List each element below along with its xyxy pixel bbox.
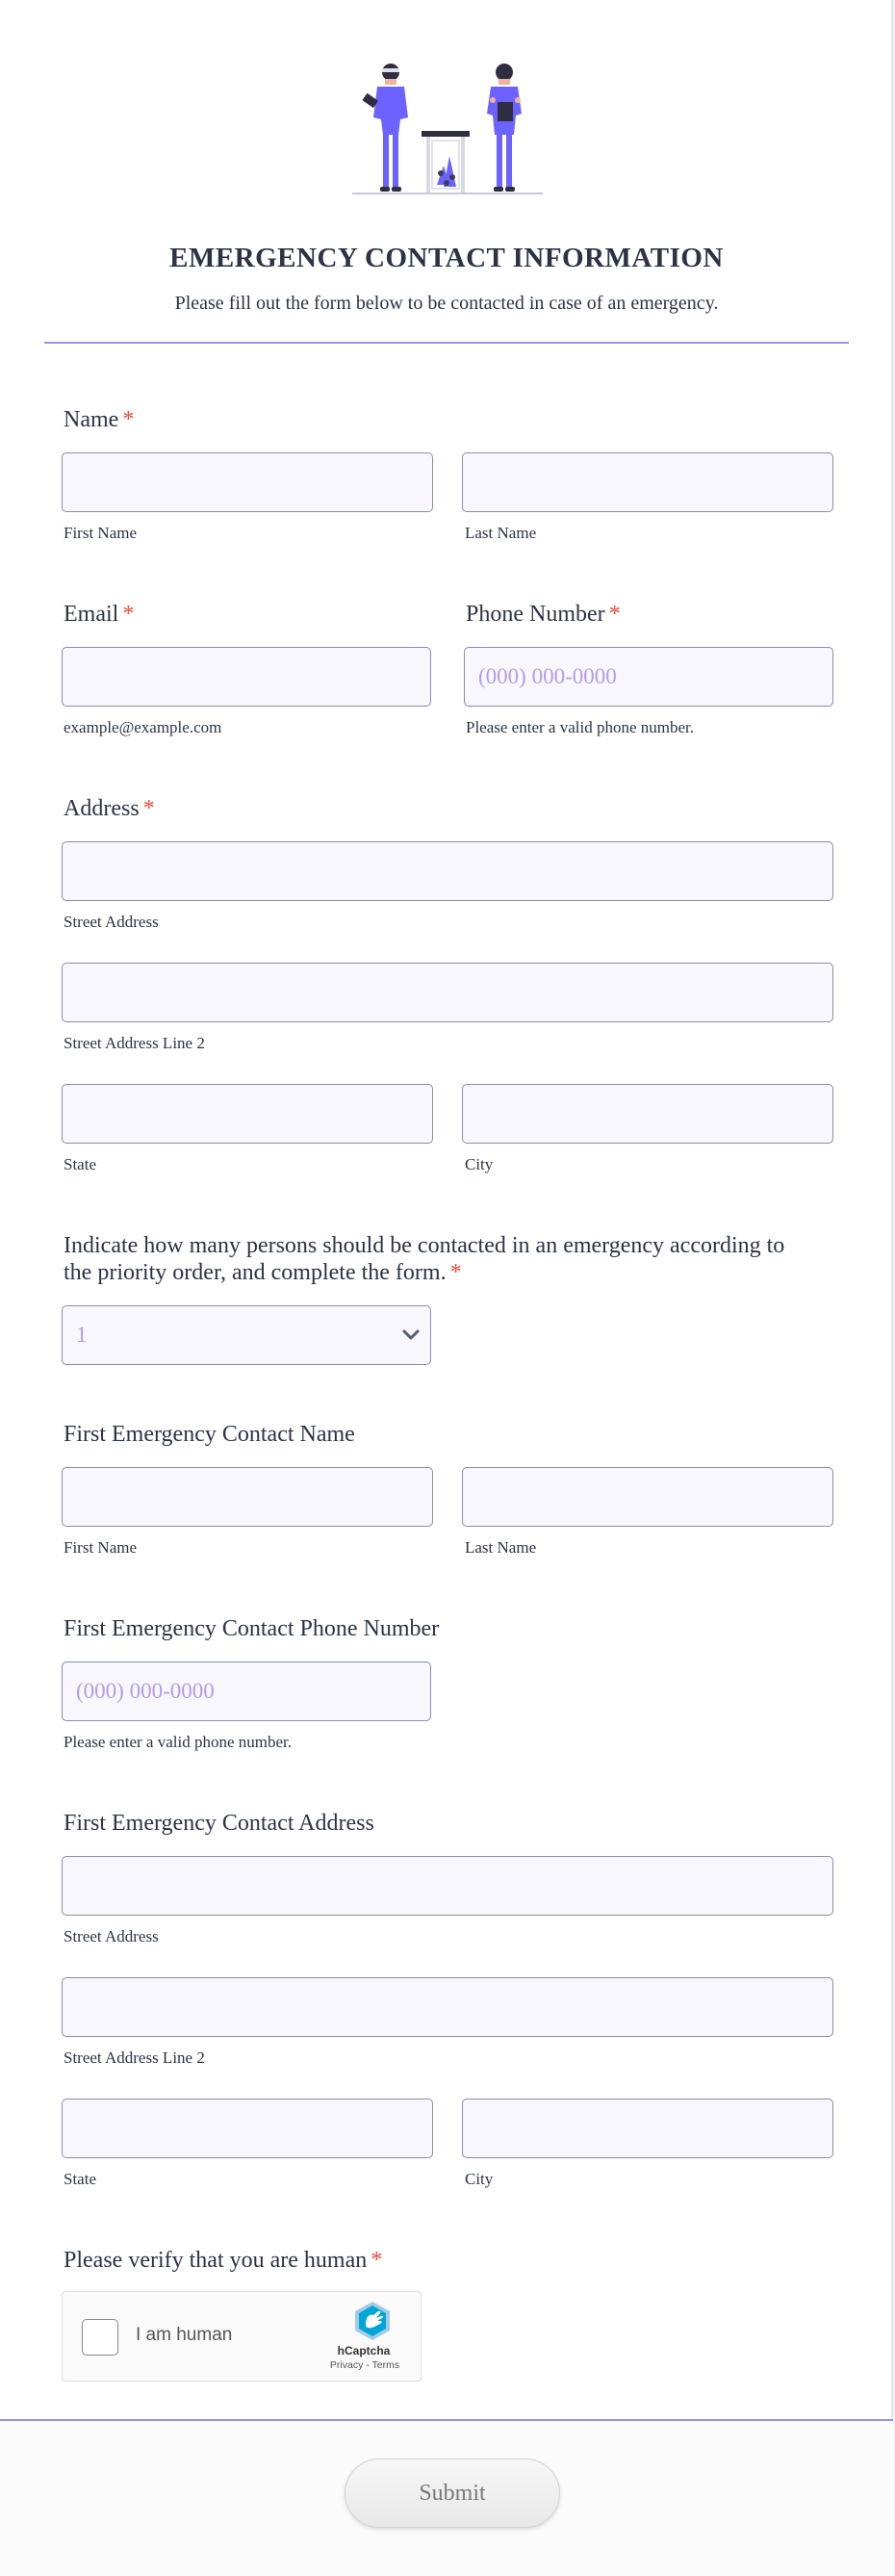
- street-address-line2-sublabel: Street Address Line 2: [64, 1034, 205, 1052]
- contact1-first-name-sublabel: First Name: [64, 1538, 138, 1557]
- required-mark: *: [122, 602, 135, 627]
- contact1-street-address-line2-sublabel: Street Address Line 2: [64, 2048, 205, 2067]
- contact1-state-sublabel: State: [64, 2170, 96, 2188]
- required-mark: *: [122, 407, 135, 432]
- address-label: Address *: [64, 796, 155, 821]
- last-name-input[interactable]: [462, 452, 833, 512]
- state-sublabel: State: [64, 1155, 96, 1173]
- first-name-sublabel: First Name: [64, 524, 138, 542]
- street-address-sublabel: Street Address: [64, 913, 159, 931]
- contact1-name-label: First Emergency Contact Name: [64, 1422, 355, 1447]
- contact1-phone-input[interactable]: [62, 1662, 431, 1721]
- last-name-sublabel: Last Name: [465, 524, 537, 542]
- required-mark: *: [449, 1260, 462, 1285]
- contact1-city-input[interactable]: [462, 2099, 833, 2158]
- required-mark: *: [608, 602, 621, 627]
- contact1-street-address-sublabel: Street Address: [64, 1927, 159, 1945]
- nurses-illustration: [352, 60, 543, 196]
- required-mark: *: [371, 2248, 383, 2273]
- required-mark: *: [142, 796, 155, 821]
- hcaptcha-brand: hCaptcha: [337, 2344, 391, 2357]
- chevron-down-icon: [401, 1326, 421, 1345]
- header-divider: [44, 342, 849, 344]
- street-address-input[interactable]: [62, 841, 833, 901]
- contact1-phone-sublabel: Please enter a valid phone number.: [64, 1733, 292, 1751]
- contact-count-label: Indicate how many persons should be contacted in an emergency according to the priority order, and complete the form. *: [64, 1233, 785, 1285]
- footer-divider: [0, 2419, 893, 2421]
- contact1-street-address-line2-input[interactable]: [62, 1977, 833, 2037]
- first-name-input[interactable]: [62, 452, 433, 512]
- phone-input[interactable]: [464, 647, 833, 707]
- contact1-state-input[interactable]: [62, 2099, 433, 2158]
- contact1-phone-label: First Emergency Contact Phone Number: [64, 1616, 440, 1641]
- hcaptcha-links[interactable]: Privacy - Terms: [329, 2359, 400, 2371]
- city-input[interactable]: [462, 1084, 833, 1144]
- contact1-last-name-sublabel: Last Name: [465, 1538, 537, 1557]
- contact1-address-label: First Emergency Contact Address: [64, 1811, 374, 1836]
- captcha-text: I am human: [136, 2325, 233, 2345]
- contact1-first-name-input[interactable]: [62, 1467, 433, 1527]
- street-address-line2-input[interactable]: [62, 963, 833, 1022]
- city-sublabel: City: [465, 1155, 494, 1173]
- captcha-checkbox[interactable]: [82, 2319, 118, 2356]
- state-input[interactable]: [62, 1084, 433, 1144]
- contact-count-value: 1: [76, 1323, 88, 1347]
- email-sublabel: example@example.com: [64, 718, 222, 736]
- email-input[interactable]: [62, 647, 431, 707]
- name-label: Name *: [64, 407, 135, 432]
- contact-count-select[interactable]: [62, 1305, 431, 1365]
- page-subtitle: Please fill out the form below to be contacted in case of an emergency.: [174, 293, 719, 314]
- hcaptcha-logo-icon: [351, 2300, 394, 2342]
- phone-sublabel: Please enter a valid phone number.: [466, 718, 694, 736]
- phone-label: Phone Number *: [466, 602, 621, 627]
- email-label: Email *: [64, 602, 135, 627]
- contact1-street-address-input[interactable]: [62, 1856, 833, 1916]
- verify-label: Please verify that you are human *: [64, 2248, 383, 2273]
- submit-button[interactable]: Submit: [345, 2459, 560, 2528]
- page-title: EMERGENCY CONTACT INFORMATION: [169, 243, 724, 273]
- contact1-last-name-input[interactable]: [462, 1467, 833, 1527]
- page-edge: [891, 0, 893, 2576]
- contact1-city-sublabel: City: [465, 2170, 494, 2188]
- captcha-widget: [62, 2291, 422, 2382]
